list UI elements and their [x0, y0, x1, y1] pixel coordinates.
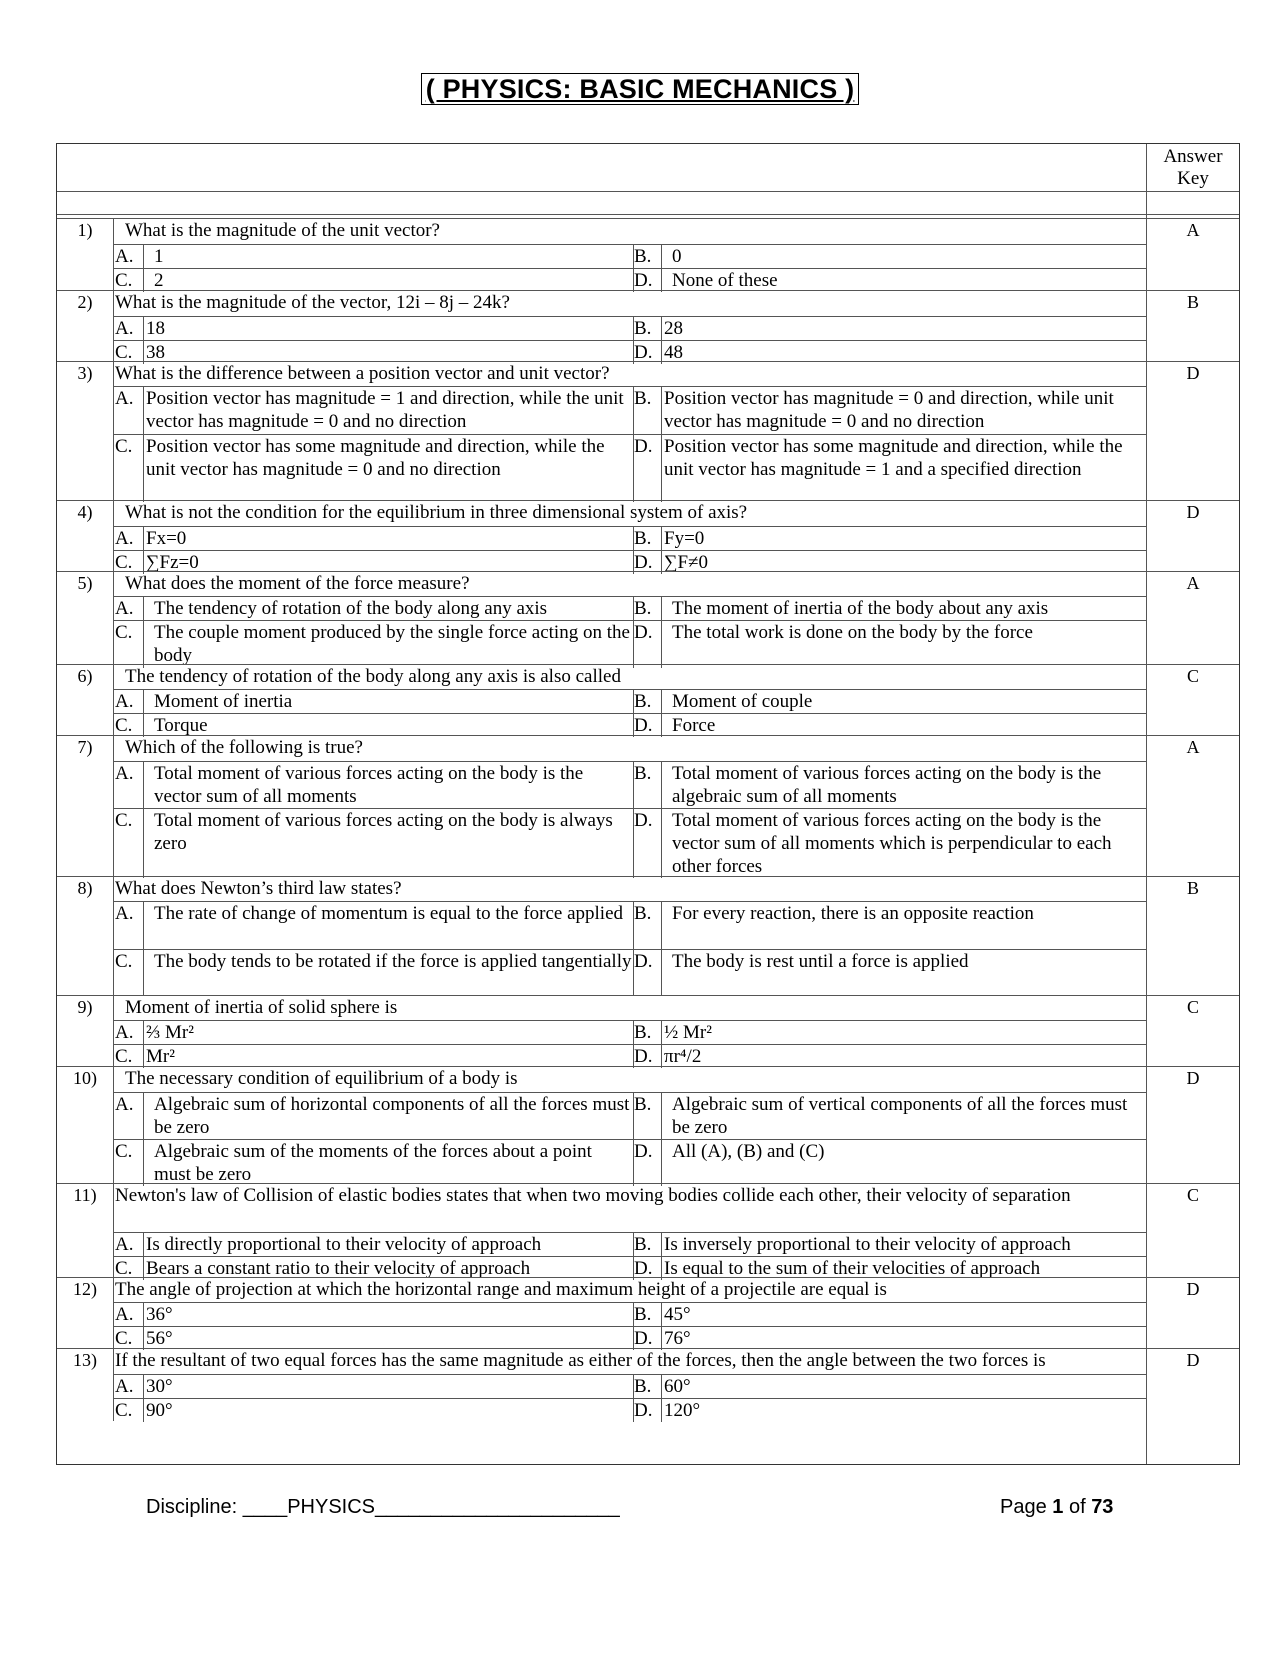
option-row: [113, 761, 1146, 808]
option-row: [113, 901, 1146, 949]
option-letter-b: B.: [633, 387, 660, 434]
question-number: 10): [73, 1068, 97, 1088]
question-number: 6): [77, 666, 93, 686]
option-letter-d: D.: [633, 621, 660, 668]
question-row: [57, 361, 1239, 501]
option-letter-d: D.: [633, 269, 660, 292]
option-b-text: Is inversely proportional to their velocity of approach: [661, 1233, 1146, 1256]
question-row: [57, 735, 1239, 877]
page-number: 1: [1052, 1496, 1064, 1518]
question-number: 7): [77, 737, 93, 757]
option-letter-c: C.: [115, 1400, 133, 1421]
option-letter-a: A.: [115, 246, 134, 267]
option-letter-b: B.: [633, 527, 660, 550]
answer-key-value: D: [1186, 1350, 1200, 1370]
option-letter-d: D.: [633, 714, 660, 737]
option-row: [113, 1044, 1146, 1068]
question-row: [57, 571, 1239, 667]
option-letter-a: A.: [115, 318, 134, 339]
option-c-text: 38: [143, 341, 633, 364]
question-number: 1): [77, 220, 93, 240]
option-letter-b: B.: [633, 1093, 660, 1139]
footer-page: [1000, 1496, 1113, 1519]
option-letter-c: C.: [115, 951, 133, 972]
option-a-text: 36°: [143, 1303, 633, 1326]
option-a-text: The rate of change of momentum is equal to the force applied: [143, 902, 633, 949]
option-letter-c: C.: [115, 1141, 133, 1162]
option-b-text: Moment of couple: [661, 690, 1146, 713]
question-number: 8): [77, 878, 93, 898]
option-letter-b: B.: [633, 1303, 660, 1326]
option-d-text: 120°: [661, 1399, 1146, 1422]
question-row: [57, 876, 1239, 995]
question-stem: Newton's law of Collision of elastic bodies states that when two moving bodies collide each other, their velocity of separation: [115, 1185, 1071, 1206]
question-number: 2): [77, 292, 93, 312]
option-c-text: 56°: [143, 1327, 633, 1350]
question-stem: What is not the condition for the equilibrium in three dimensional system of axis?: [125, 502, 748, 523]
option-d-text: None of these: [661, 269, 1146, 292]
option-row: [113, 244, 1146, 268]
question-stem: What is the magnitude of the vector, 12i – 8j – 24k?: [115, 292, 510, 313]
option-row: [113, 620, 1146, 668]
option-a-text: ⅔ Mr²: [143, 1021, 633, 1044]
option-letter-b: B.: [633, 317, 660, 340]
option-c-text: Algebraic sum of the moments of the forces about a point must be zero: [143, 1140, 633, 1186]
option-a-text: 30°: [143, 1375, 633, 1398]
title-text: ( PHYSICS: BASIC MECHANICS ): [421, 73, 860, 105]
option-d-text: The body is rest until a force is applied: [661, 950, 1146, 996]
option-c-text: 2: [143, 269, 633, 292]
question-row: [57, 290, 1239, 363]
answer-key-value: A: [1186, 220, 1200, 240]
option-letter-a: A.: [115, 691, 134, 712]
question-row: [57, 1183, 1239, 1279]
option-row: [113, 1398, 1146, 1422]
header-divider-2: [57, 214, 1239, 215]
question-stem: The necessary condition of equilibrium of a body is: [125, 1068, 518, 1089]
option-letter-b: B.: [633, 902, 660, 949]
option-letter-a: A.: [115, 388, 134, 409]
option-row: [113, 386, 1146, 434]
option-letter-a: A.: [115, 903, 134, 924]
option-letter-d: D.: [633, 1140, 660, 1186]
option-d-text: Total moment of various forces acting on the body is the vector sum of all moments which is perpendicular to each other forces: [661, 809, 1146, 878]
option-letter-a: A.: [115, 1234, 134, 1255]
answer-key-value: D: [1186, 1279, 1200, 1299]
question-stem: The tendency of rotation of the body along any axis is also called: [125, 666, 621, 687]
option-row: [113, 1374, 1146, 1398]
question-table: [56, 143, 1240, 1465]
option-letter-c: C.: [115, 436, 133, 457]
option-letter-b: B.: [633, 245, 660, 268]
option-row: [113, 1020, 1146, 1044]
page-title: [0, 74, 1280, 105]
option-row: [113, 434, 1146, 502]
option-letter-c: C.: [115, 715, 133, 736]
option-b-text: Fy=0: [661, 527, 1146, 550]
option-c-text: The body tends to be rotated if the force is applied tangentially: [143, 950, 633, 996]
question-stem: What does the moment of the force measure?: [125, 573, 470, 594]
option-letter-c: C.: [115, 270, 133, 291]
question-number: 4): [77, 502, 93, 522]
option-letter-d: D.: [633, 341, 660, 364]
option-b-text: 60°: [661, 1375, 1146, 1398]
option-row: [113, 689, 1146, 713]
option-a-text: The tendency of rotation of the body along any axis: [143, 597, 633, 620]
option-letter-b: B.: [633, 1233, 660, 1256]
question-row: [57, 218, 1239, 291]
option-d-text: ∑F≠0: [661, 551, 1146, 574]
option-row: [113, 713, 1146, 737]
question-row: [57, 1277, 1239, 1349]
question-stem: Moment of inertia of solid sphere is: [125, 997, 398, 1018]
option-row: [113, 1302, 1146, 1326]
option-letter-b: B.: [633, 690, 660, 713]
option-c-text: Position vector has some magnitude and direction, while the unit vector has magnitude = 0 and no direction: [143, 435, 633, 502]
option-d-text: πr⁴/2: [661, 1045, 1146, 1068]
option-letter-a: A.: [115, 1304, 134, 1325]
question-number: 13): [73, 1350, 97, 1370]
question-stem: What is the difference between a position vector and unit vector?: [115, 363, 610, 384]
page-total: 73: [1091, 1496, 1114, 1518]
option-letter-d: D.: [633, 435, 660, 502]
option-d-text: Is equal to the sum of their velocities of approach: [661, 1257, 1146, 1280]
answer-key-value: C: [1186, 666, 1199, 686]
option-a-text: Is directly proportional to their velocity of approach: [143, 1233, 633, 1256]
option-letter-a: A.: [115, 1376, 134, 1397]
option-row: [113, 949, 1146, 996]
question-number: 12): [73, 1279, 97, 1299]
option-row: [113, 596, 1146, 620]
option-letter-d: D.: [633, 1399, 660, 1422]
option-c-text: 90°: [143, 1399, 633, 1422]
answer-key-value: D: [1186, 363, 1200, 383]
option-letter-c: C.: [115, 342, 133, 363]
question-row: [57, 995, 1239, 1067]
page-prefix: Page: [1000, 1496, 1053, 1518]
option-b-text: Total moment of various forces acting on the body is the algebraic sum of all moments: [661, 762, 1146, 808]
question-number: 3): [77, 363, 93, 383]
option-d-text: Position vector has some magnitude and direction, while the unit vector has magnitude = 1 and a specified direction: [661, 435, 1146, 502]
question-row: [57, 1066, 1239, 1185]
option-row: [113, 526, 1146, 550]
option-letter-c: C.: [115, 622, 133, 643]
question-stem: What is the magnitude of the unit vector?: [125, 220, 440, 241]
option-letter-d: D.: [633, 1327, 660, 1350]
answer-key-value: C: [1186, 997, 1199, 1017]
option-a-text: Moment of inertia: [143, 690, 633, 713]
option-a-text: 18: [143, 317, 633, 340]
option-letter-d: D.: [633, 551, 660, 574]
option-d-text: All (A), (B) and (C): [661, 1140, 1146, 1186]
option-row: [113, 1139, 1146, 1186]
option-letter-a: A.: [115, 1094, 134, 1115]
page-mid: of: [1063, 1496, 1092, 1518]
footer-discipline: Discipline: ____PHYSICS______________________: [146, 1496, 620, 1518]
option-letter-d: D.: [633, 950, 660, 996]
question-row: [57, 1348, 1239, 1421]
option-d-text: Force: [661, 714, 1146, 737]
question-number: 11): [73, 1185, 97, 1205]
question-stem: The angle of projection at which the horizontal range and maximum height of a projectile are equal is: [115, 1279, 887, 1300]
option-letter-d: D.: [633, 1257, 660, 1280]
answer-key-value: A: [1186, 737, 1200, 757]
option-letter-d: D.: [633, 809, 660, 878]
option-letter-a: A.: [115, 598, 134, 619]
option-letter-c: C.: [115, 810, 133, 831]
option-letter-c: C.: [115, 1258, 133, 1279]
answer-key-header: Answer Key: [1163, 146, 1223, 189]
option-c-text: Bears a constant ratio to their velocity of approach: [143, 1257, 633, 1280]
option-b-text: Position vector has magnitude = 0 and direction, while unit vector has magnitude = 0 and no direction: [661, 387, 1146, 434]
option-row: [113, 316, 1146, 340]
question-number: 9): [77, 997, 93, 1017]
option-letter-b: B.: [633, 762, 660, 808]
question-row: [57, 500, 1239, 573]
option-d-text: The total work is done on the body by the force: [661, 621, 1146, 668]
option-row: [113, 808, 1146, 878]
option-letter-a: A.: [115, 1022, 134, 1043]
option-letter-b: B.: [633, 1375, 660, 1398]
answer-key-value: B: [1186, 292, 1199, 312]
option-c-text: Mr²: [143, 1045, 633, 1068]
option-a-text: Total moment of various forces acting on the body is the vector sum of all moments: [143, 762, 633, 808]
question-stem: Which of the following is true?: [125, 737, 363, 758]
answer-key-value: A: [1186, 573, 1200, 593]
answer-key-value: C: [1186, 1185, 1199, 1205]
question-stem: What does Newton’s third law states?: [115, 878, 402, 899]
option-c-text: Torque: [143, 714, 633, 737]
option-a-text: Algebraic sum of horizontal components of all the forces must be zero: [143, 1093, 633, 1139]
option-row: [113, 1092, 1146, 1139]
option-b-text: 0: [661, 245, 1146, 268]
answer-key-value: D: [1186, 502, 1200, 522]
option-row: [113, 268, 1146, 292]
option-letter-c: C.: [115, 1328, 133, 1349]
option-letter-b: B.: [633, 1021, 660, 1044]
option-b-text: For every reaction, there is an opposite reaction: [661, 902, 1146, 949]
option-b-text: 28: [661, 317, 1146, 340]
header-divider: [57, 191, 1239, 192]
question-number: 5): [77, 573, 93, 593]
option-letter-a: A.: [115, 528, 134, 549]
option-b-text: 45°: [661, 1303, 1146, 1326]
option-b-text: ½ Mr²: [661, 1021, 1146, 1044]
option-letter-d: D.: [633, 1045, 660, 1068]
option-c-text: Total moment of various forces acting on the body is always zero: [143, 809, 633, 878]
option-d-text: 76°: [661, 1327, 1146, 1350]
option-row: [113, 1326, 1146, 1350]
question-row: [57, 664, 1239, 736]
option-a-text: 1: [143, 245, 633, 268]
option-letter-c: C.: [115, 1046, 133, 1067]
option-letter-c: C.: [115, 552, 133, 573]
question-stem: If the resultant of two equal forces has the same magnitude as either of the forces, then the angle between the two forces is: [115, 1350, 1046, 1371]
answer-key-value: D: [1186, 1068, 1200, 1088]
option-c-text: ∑Fz=0: [143, 551, 633, 574]
option-letter-a: A.: [115, 763, 134, 784]
answer-key-value: B: [1186, 878, 1199, 898]
option-row: [113, 1232, 1146, 1256]
option-b-text: Algebraic sum of vertical components of all the forces must be zero: [661, 1093, 1146, 1139]
option-a-text: Fx=0: [143, 527, 633, 550]
option-letter-b: B.: [633, 597, 660, 620]
option-c-text: The couple moment produced by the single force acting on the body: [143, 621, 633, 668]
option-a-text: Position vector has magnitude = 1 and direction, while the unit vector has magnitude = 0 and no direction: [143, 387, 633, 434]
option-d-text: 48: [661, 341, 1146, 364]
option-b-text: The moment of inertia of the body about any axis: [661, 597, 1146, 620]
